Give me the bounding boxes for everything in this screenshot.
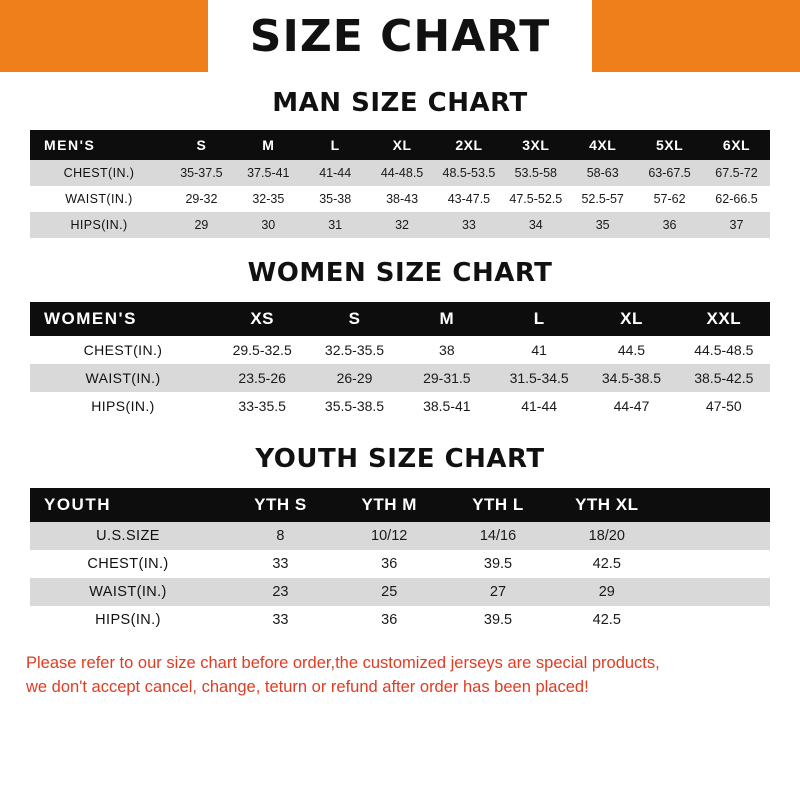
man-size-table	[30, 130, 770, 238]
women-col-1: S	[348, 309, 361, 328]
women-r2-c0: 33-35.5	[238, 398, 286, 414]
youth-r3-c1: 36	[381, 612, 398, 628]
women-r2-c3: 41-44	[521, 398, 558, 414]
women-col-4: XL	[620, 309, 643, 328]
table-row	[30, 212, 770, 238]
table-row	[30, 392, 770, 420]
table-row	[30, 364, 770, 392]
man-r2-c1: 30	[261, 218, 276, 232]
youth-row-1-label: CHEST(IN.)	[87, 556, 169, 572]
table-row	[30, 550, 770, 578]
man-r0-c5: 53.5-58	[514, 166, 558, 180]
header-banner	[0, 0, 800, 72]
youth-r0-c3: 18/20	[588, 528, 625, 544]
youth-r0-spacer	[661, 522, 770, 550]
man-r1-c5: 47.5-52.5	[509, 192, 563, 206]
man-r1-c3: 38-43	[386, 192, 419, 206]
women-r1-c0: 23.5-26	[238, 370, 286, 386]
women-r2-c4: 44-47	[613, 398, 650, 414]
man-r2-c5: 34	[528, 218, 543, 232]
man-col-4: 2XL	[455, 137, 483, 153]
man-r2-c2: 31	[328, 218, 343, 232]
youth-r1-c0: 33	[272, 556, 289, 572]
youth-r0-c2: 14/16	[479, 528, 517, 544]
man-row-1-label: WAIST(IN.)	[65, 192, 133, 206]
man-r0-c6: 58-63	[586, 166, 619, 180]
youth-col-spacer	[661, 488, 770, 522]
man-col-7: 5XL	[655, 137, 684, 153]
women-r1-c1: 26-29	[336, 370, 373, 386]
women-r0-c0: 29.5-32.5	[232, 342, 292, 358]
youth-r1-c2: 39.5	[483, 556, 513, 572]
women-r0-c1: 32.5-35.5	[324, 342, 385, 358]
youth-r2-spacer	[661, 578, 770, 606]
youth-r2-c3: 29	[598, 584, 615, 600]
man-col-3: XL	[392, 137, 412, 153]
man-col-0: S	[196, 137, 207, 153]
man-col-5: 3XL	[522, 137, 550, 153]
man-r0-c1: 37.5-41	[247, 166, 290, 180]
man-col-6: 4XL	[589, 137, 617, 153]
table-header-row	[30, 302, 770, 336]
man-r1-c7: 57-62	[653, 192, 686, 206]
man-r1-c1: 32-35	[252, 192, 285, 206]
women-corner-label: WOMEN'S	[44, 309, 137, 328]
women-table-wrap	[30, 302, 770, 420]
women-section-title: WOMEN SIZE CHART	[247, 258, 553, 288]
youth-r1-c1: 36	[381, 556, 398, 572]
man-row-0-label: CHEST(IN.)	[63, 166, 135, 180]
man-col-1: M	[262, 137, 275, 153]
table-row	[30, 186, 770, 212]
page-title: SIZE CHART	[249, 10, 551, 62]
man-r2-c8: 37	[729, 218, 744, 232]
women-r2-c1: 35.5-38.5	[324, 398, 385, 414]
youth-row-3-label: HIPS(IN.)	[95, 612, 161, 628]
women-col-5: XXL	[706, 309, 742, 328]
man-r2-c7: 36	[662, 218, 677, 232]
man-col-2: L	[330, 137, 340, 153]
man-r0-c7: 63-67.5	[648, 166, 691, 180]
youth-col-1: YTH M	[361, 495, 417, 514]
notice-line-1: Please refer to our size chart before order,the customized jerseys are special products,	[26, 654, 660, 672]
man-r2-c4: 33	[461, 218, 476, 232]
youth-r3-spacer	[661, 606, 770, 634]
women-size-table	[30, 302, 770, 420]
man-r1-c4: 43-47.5	[447, 192, 491, 206]
women-row-2-label: HIPS(IN.)	[91, 398, 155, 414]
table-row	[30, 522, 770, 550]
youth-section-title: YOUTH SIZE CHART	[255, 444, 545, 474]
youth-r3-c2: 39.5	[483, 612, 513, 628]
women-r2-c2: 38.5-41	[423, 398, 471, 414]
women-r0-c4: 44.5	[617, 342, 646, 358]
women-row-1-label: WAIST(IN.)	[85, 370, 161, 386]
women-r1-c3: 31.5-34.5	[509, 370, 569, 386]
youth-size-table	[30, 488, 770, 634]
man-r0-c0: 35-37.5	[180, 166, 223, 180]
women-col-3: L	[533, 309, 545, 328]
women-r1-c5: 38.5-42.5	[694, 370, 754, 386]
man-corner-label: MEN'S	[44, 137, 96, 153]
table-header-row	[30, 488, 770, 522]
youth-col-3: YTH XL	[575, 495, 639, 514]
man-r2-c3: 32	[395, 218, 410, 232]
youth-col-0: YTH S	[254, 495, 307, 514]
table-header-row	[30, 130, 770, 160]
youth-r0-c0: 8	[276, 528, 285, 544]
man-r0-c2: 41-44	[319, 166, 352, 180]
man-row-2-label: HIPS(IN.)	[70, 218, 128, 232]
women-r0-c2: 38	[439, 342, 455, 358]
youth-r3-c0: 33	[272, 612, 289, 628]
women-col-2: M	[439, 309, 455, 328]
man-table-wrap	[30, 130, 770, 238]
women-r2-c5: 47-50	[705, 398, 742, 414]
women-row-0-label: CHEST(IN.)	[83, 342, 163, 358]
man-r1-c6: 52.5-57	[581, 192, 624, 206]
youth-row-0-label: U.S.SIZE	[96, 528, 160, 544]
youth-r0-c1: 10/12	[371, 528, 408, 544]
man-col-8: 6XL	[722, 137, 751, 153]
man-r1-c0: 29-32	[185, 192, 218, 206]
man-r2-c6: 35	[595, 218, 610, 232]
youth-r1-spacer	[661, 550, 770, 578]
notice-line-2: we don't accept cancel, change, teturn or refund after order has been placed!	[26, 677, 589, 696]
table-row	[30, 606, 770, 634]
youth-row-2-label: WAIST(IN.)	[89, 584, 167, 600]
women-r0-c3: 41	[531, 342, 547, 358]
youth-r2-c2: 27	[489, 584, 507, 600]
youth-col-2: YTH L	[472, 495, 524, 514]
man-section-title: MAN SIZE CHART	[272, 88, 528, 118]
man-r2-c0: 29	[194, 218, 209, 232]
youth-table-wrap	[30, 488, 770, 634]
women-col-0: XS	[250, 309, 274, 328]
youth-r3-c3: 42.5	[592, 612, 621, 628]
women-r1-c2: 29-31.5	[423, 370, 471, 386]
table-row	[30, 336, 770, 364]
order-notice	[26, 652, 774, 700]
table-row	[30, 578, 770, 606]
man-r0-c3: 44-48.5	[380, 166, 424, 180]
man-r1-c8: 62-66.5	[715, 192, 758, 206]
youth-r2-c1: 25	[381, 584, 398, 600]
man-r0-c4: 48.5-53.5	[442, 166, 496, 180]
women-r1-c4: 34.5-38.5	[601, 370, 662, 386]
youth-corner-label: YOUTH	[44, 495, 111, 514]
youth-r2-c0: 23	[272, 584, 289, 600]
table-row	[30, 160, 770, 186]
man-r0-c8: 67.5-72	[715, 166, 758, 180]
youth-r1-c3: 42.5	[592, 556, 621, 572]
women-r0-c5: 44.5-48.5	[694, 342, 754, 358]
man-r1-c2: 35-38	[319, 192, 352, 206]
